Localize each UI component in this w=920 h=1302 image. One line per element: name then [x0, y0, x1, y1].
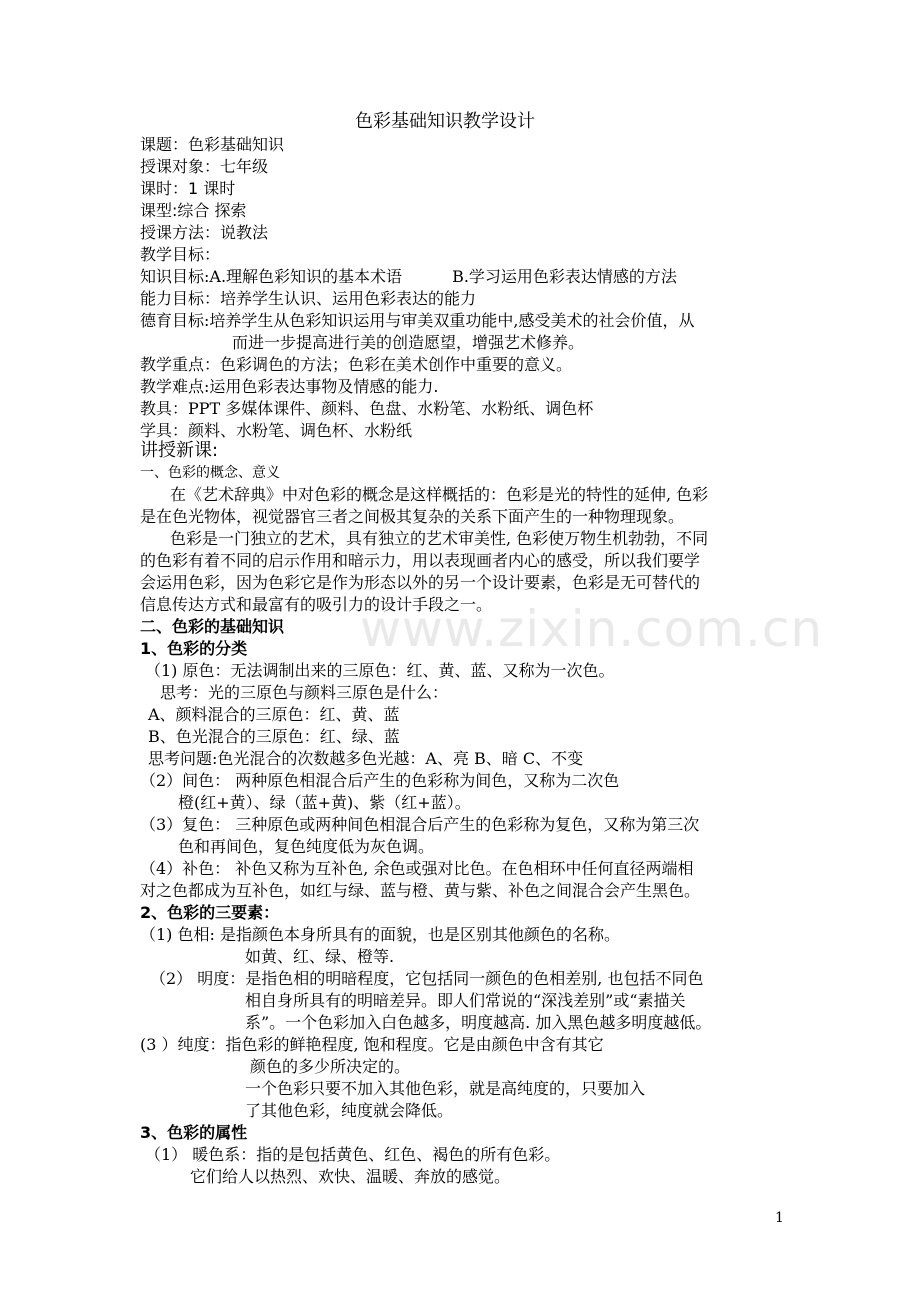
- section1-p1-line2: 是在色光物体，视觉器官三者之间极其复杂的关系下面产生的一种物理现象。: [140, 507, 685, 526]
- text-line: 颜色的多少所决定的。: [250, 1057, 411, 1076]
- text-line: 思考：光的三原色与颜料三原色是什么：: [160, 683, 449, 702]
- section1-p1-line1: 在《艺术辞典》中对色彩的概念是这样概括的：色彩是光的特性的延伸, 色彩: [170, 485, 709, 504]
- text-line: （3）复色： 三种原色或两种间色相混合后产生的色彩称为复色，又称为第三次: [140, 815, 700, 834]
- section1-p2-line3: 会运用色彩，因为色彩它是作为形态以外的另一个设计要素，色彩是无可替代的: [140, 573, 701, 592]
- teaching-tools: 教具：PPT 多媒体课件、颜料、色盘、水粉笔、水粉纸、调色杯: [140, 399, 594, 418]
- subsection-classification: 1、色彩的分类: [140, 639, 248, 658]
- section1-p2-line2: 的色彩有着不同的启示作用和暗示力，用以表现画者内心的感受，所以我们要学: [140, 551, 701, 570]
- text-line: 思考问题:色光混合的次数越多色光越：A、亮 B、暗 C、不变: [148, 749, 584, 768]
- text-line: 它们给人以热烈、欢快、温暖、奔放的感觉。: [190, 1167, 511, 1186]
- meta-audience: 授课对象：七年级: [140, 157, 269, 176]
- difficulty: 教学难点:运用色彩表达事物及情感的能力.: [140, 377, 439, 396]
- document-title: 色彩基础知识教学设计: [355, 111, 535, 132]
- text-line: 相自身所具有的明暗差异。即人们常说的“深浅差别”或“素描关: [245, 991, 686, 1010]
- new-lesson-heading: 讲授新课:: [140, 440, 219, 461]
- subsection-three-elements: 2、色彩的三要素：: [140, 903, 280, 922]
- text-line: B、色光混合的三原色：红、绿、蓝: [148, 727, 400, 746]
- meta-hours: 课时：1 课时: [140, 179, 236, 198]
- knowledge-goal: 知识目标:A.理解色彩知识的基本术语 B.学习运用色彩表达情感的方法: [140, 267, 677, 286]
- text-line: 对之色都成为互补色，如红与绿、蓝与橙、黄与紫、补色之间混合会产生黑色。: [140, 881, 701, 900]
- text-line: 了其他色彩，纯度就会降低。: [245, 1101, 454, 1120]
- student-tools: 学具：颜料、水粉笔、调色杯、水粉纸: [140, 421, 413, 440]
- page-number: 1: [775, 1210, 784, 1226]
- text-line: （1) 色相: 是指颜色本身所具有的面貌，也是区别其他颜色的名称。: [140, 925, 620, 944]
- text-line: （2）间色： 两种原色相混合后产生的色彩称为间色，又称为二次色: [140, 771, 620, 790]
- key-point: 教学重点：色彩调色的方法；色彩在美术创作中重要的意义。: [140, 355, 573, 374]
- meta-type: 课型:综合 探索: [140, 201, 247, 220]
- text-line: 色和再间色，复色纯度低为灰色调。: [178, 837, 435, 856]
- text-line: A、颜料混合的三原色：红、黄、蓝: [148, 705, 400, 724]
- watermark: www.zixin.com.cn: [360, 600, 824, 658]
- goals-heading: 教学目标：: [140, 245, 221, 264]
- text-line: （1) 原色：无法调制出来的三原色：红、黄、蓝、又称为一次色。: [145, 661, 615, 680]
- meta-method: 授课方法：说教法: [140, 223, 269, 242]
- text-line: (3 ）纯度：指色彩的鲜艳程度, 饱和程度。它是由颜色中含有其它: [140, 1035, 604, 1054]
- text-line: 橙(红+黄）、绿（蓝+黄)、紫（红+蓝）。: [178, 793, 471, 812]
- section1-p2-line4: 信息传达方式和最富有的吸引力的设计手段之一。: [140, 595, 493, 614]
- subsection-attributes: 3、色彩的属性: [140, 1123, 248, 1142]
- moral-goal: 德育目标:培养学生从色彩知识运用与审美双重功能中,感受美术的社会价值，从: [140, 311, 695, 330]
- text-line: （4）补色： 补色又称为互补色, 余色或强对比色。在色相环中任何直径两端相: [140, 859, 694, 878]
- text-line: 一个色彩只要不加入其他色彩，就是高纯度的，只要加入: [245, 1079, 646, 1098]
- text-line: 如黄、红、绿、橙等.: [245, 947, 395, 966]
- text-line: 系”。一个色彩加入白色越多，明度越高. 加入黑色越多明度越低。: [245, 1013, 712, 1032]
- text-line: （1） 暖色系：指的是包括黄色、红色、褐色的所有色彩。: [145, 1145, 561, 1164]
- text-line: （2） 明度：是指色相的明暗程度，它包括同一颜色的色相差别, 也包括不同色: [150, 969, 704, 988]
- section2-heading: 二、色彩的基础知识: [140, 617, 285, 636]
- meta-course: 课题：色彩基础知识: [140, 135, 285, 154]
- moral-goal-cont: 而进一步提高进行美的创造愿望，增强艺术修养。: [232, 333, 585, 352]
- section1-p2-line1: 色彩是一门独立的艺术，具有独立的艺术审美性, 色彩使万物生机勃勃，不同: [170, 529, 709, 548]
- section1-heading: 一、色彩的概念、意义: [140, 465, 280, 481]
- ability-goal: 能力目标：培养学生认识、运用色彩表达的能力: [140, 289, 477, 308]
